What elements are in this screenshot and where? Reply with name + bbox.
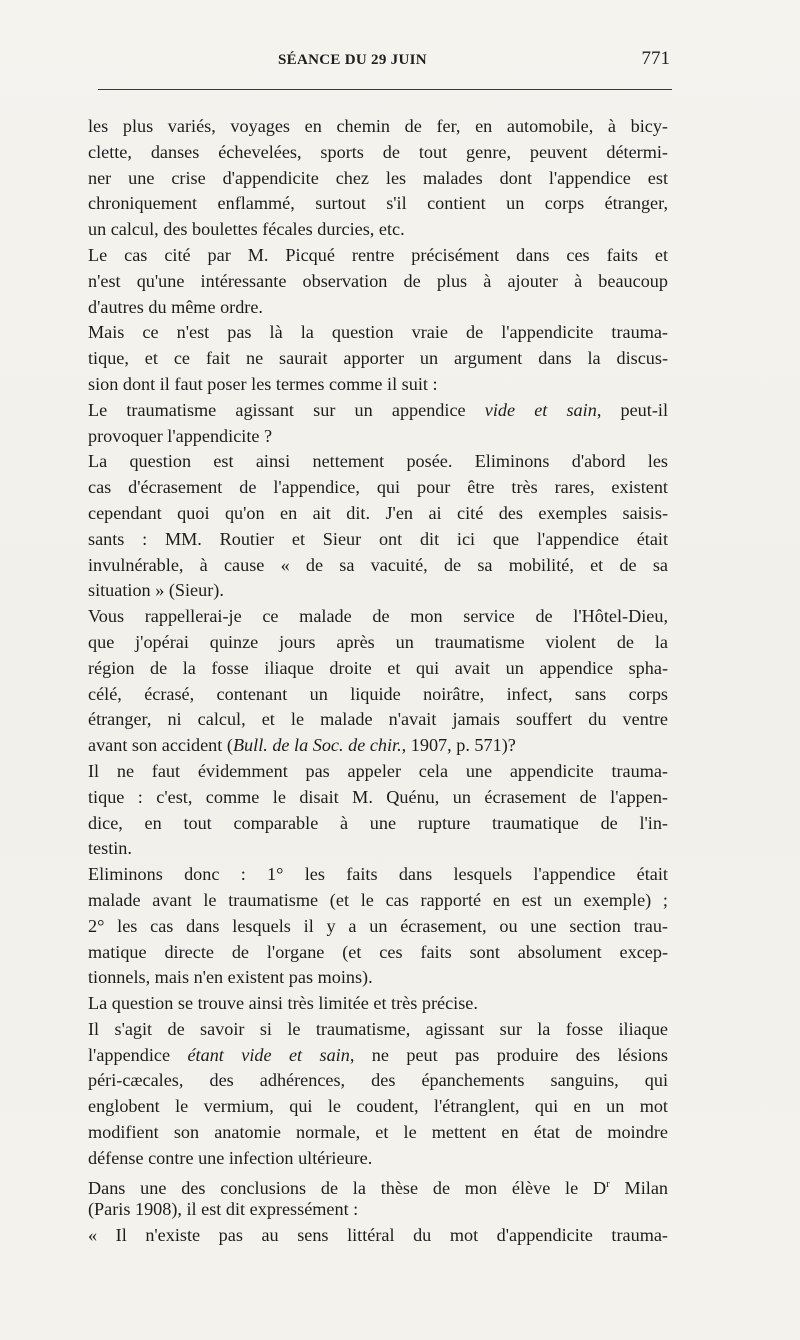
text-line: un calcul, des boulettes fécales durcies, etc. [88, 219, 405, 240]
text-line [88, 1043, 668, 1069]
text-line [88, 243, 668, 269]
running-header [0, 44, 800, 84]
body-text [88, 114, 668, 1249]
text-fragment: , peut-il [596, 399, 668, 420]
text-line: étranger, ni calcul, et le malade n'avait jamais souffert du ventre [88, 709, 668, 730]
text-line: Il s'agit de savoir si le traumatisme, agissant sur la fosse iliaque [88, 1018, 668, 1039]
text-line [88, 733, 668, 759]
text-italic: Bull. de la Soc. de chir. [232, 735, 402, 756]
text-line: n'est qu'une intéressante observation de plus à ajouter à beaucoup [88, 270, 668, 291]
running-head-title: SÉANCE DU 29 JUIN [278, 52, 427, 68]
text-line: tique, et ce fait ne saurait apporter un argument dans la discus- [88, 348, 668, 369]
text-line: invulnérable, à cause « de sa vacuité, de sa mobilité, et de sa [88, 554, 668, 575]
text-italic: étant vide et sain [187, 1044, 350, 1065]
text-line: matique directe de l'organe (et ces faits sont absolument excep- [88, 941, 668, 962]
text-fragment: avant son accident ( [88, 735, 233, 756]
text-line: célé, écrasé, contenant un liquide noirâtre, infect, sans corps [88, 683, 668, 704]
text-fragment: , 1907, p. 571)? [401, 735, 516, 756]
text-line: cas d'écrasement de l'appendice, qui pour être très rares, existent [88, 477, 668, 498]
text-line: Il ne faut évidemment pas appeler cela une appendicite trauma- [88, 760, 668, 781]
text-line: dice, en tout comparable à une rupture traumatique de l'in- [88, 812, 668, 833]
text-line: cependant quoi qu'on en ait dit. J'en ai cité des exemples saisis- [88, 502, 668, 523]
text-line: testin. [88, 838, 132, 859]
text-line: Mais ce n'est pas là la question vraie de l'appendicite trauma- [88, 322, 668, 343]
text-superscript: r [606, 1177, 610, 1190]
text-line: région de la fosse iliaque droite et qui avait un appendice spha- [88, 657, 668, 678]
text-line: défense contre une infection ultérieure. [88, 1147, 373, 1168]
header-rule [98, 89, 672, 90]
text-line: modifient son anatomie normale, et le mettent en état de moindre [88, 1122, 668, 1143]
text-line: provoquer l'appendicite ? [88, 425, 273, 446]
text-line: malade avant le traumatisme (et le cas rapporté en est un exemple) ; [88, 889, 668, 910]
text-line: « Il n'existe pas au sens littéral du mot d'appendicite trauma- [88, 1225, 668, 1246]
text-line: ner une crise d'appendicite chez les malades dont l'appendice est [88, 167, 668, 188]
text-fragment: Le traumatisme agissant sur un appendice [88, 399, 485, 420]
text-line: clette, danses échevelées, sports de tout genre, peuvent détermi- [88, 141, 668, 162]
text-line: sion dont il faut poser les termes comme il suit : [88, 373, 438, 394]
text-line: Vous rappellerai-je ce malade de mon service de l'Hôtel-Dieu, [88, 606, 668, 627]
text-italic: vide et sain [484, 399, 597, 420]
text-fragment: , ne peut pas produire des lésions [349, 1044, 668, 1065]
text-line: péri-cæcales, des adhérences, des épanchements sanguins, qui [88, 1070, 668, 1091]
text-line: Eliminons donc : 1° les faits dans lesquels l'appendice était [88, 864, 668, 885]
text-line: sants : MM. Routier et Sieur ont dit ici que l'appendice était [88, 528, 668, 549]
text-line: 2° les cas dans lesquels il y a un écrasement, ou une section trau- [88, 915, 668, 936]
page-number: 771 [641, 48, 670, 69]
text-line: (Paris 1908), il est dit expressément : [88, 1199, 359, 1220]
text-line: situation » (Sieur). [88, 580, 224, 601]
text-line: tionnels, mais n'en existent pas moins). [88, 967, 373, 988]
text-line: que j'opérai quinze jours après un traumatisme violent de la [88, 631, 668, 652]
text-line: chroniquement enflammé, surtout s'il contient un corps étranger, [88, 193, 668, 214]
text-fragment: Milan [609, 1177, 669, 1198]
text-line [88, 398, 668, 424]
text-fragment: l'appendice [88, 1044, 188, 1065]
text-line: les plus variés, voyages en chemin de fer, en automobile, à bicy- [88, 116, 668, 136]
text-fragment: Dans une des conclusions de la thèse de mon élève le D [88, 1177, 607, 1198]
text-line: La question se trouve ainsi très limitée et très précise. [88, 993, 478, 1014]
text-line: La question est ainsi nettement posée. Eliminons d'abord les [88, 451, 668, 472]
text-line: d'autres du même ordre. [88, 296, 263, 317]
text-line-content: Le cas cité par M. Picqué rentre précisément dans ces faits et [88, 244, 668, 265]
text-line: englobent le vermium, qui le coudent, l'étranglent, qui en un mot [88, 1096, 668, 1117]
text-line [88, 1172, 668, 1198]
text-line: tique : c'est, comme le disait M. Quénu, un écrasement de l'appen- [88, 786, 668, 807]
